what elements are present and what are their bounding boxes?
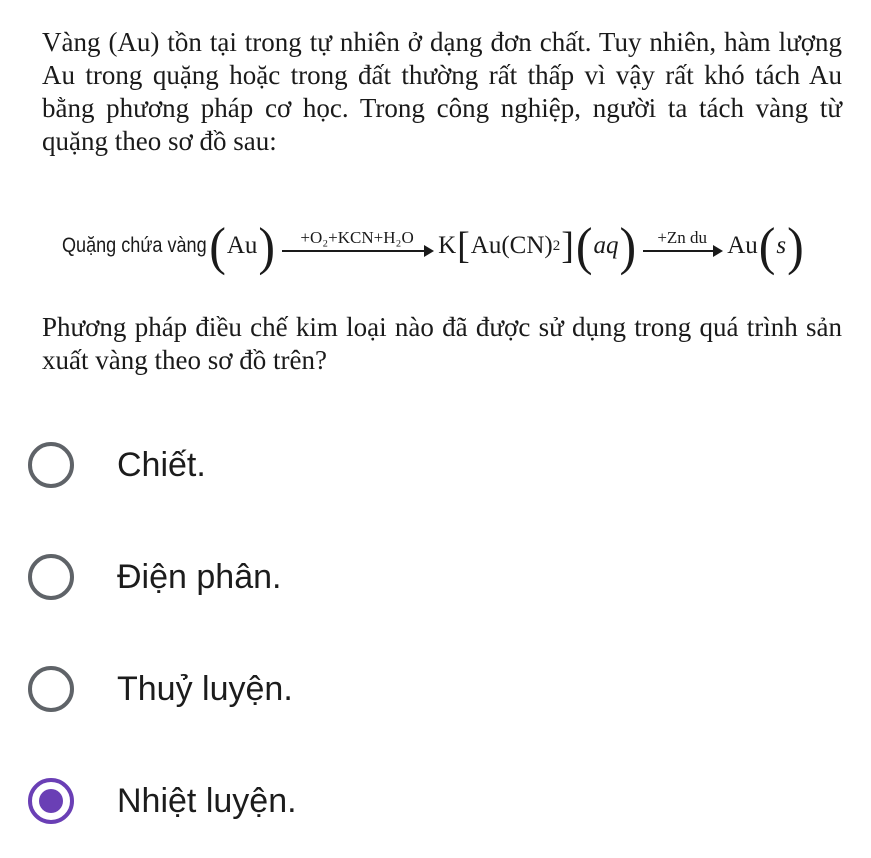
scheme-au-end: Au: [727, 232, 758, 259]
arrow-2-line: [643, 250, 721, 252]
radio-icon[interactable]: [28, 442, 74, 488]
radio-icon[interactable]: [28, 554, 74, 600]
radio-icon[interactable]: [28, 666, 74, 712]
bracket-open: [: [457, 225, 470, 267]
option-3[interactable]: [28, 659, 828, 719]
paren-close: ): [258, 216, 276, 276]
option-1[interactable]: [28, 435, 828, 495]
arrow-2-label: +Zn du: [657, 227, 708, 247]
paren-close-s: ): [787, 216, 804, 276]
scheme-complex-sub: 2: [552, 237, 561, 254]
question-image: [0, 0, 871, 395]
arrow-2: [643, 229, 721, 252]
option-2[interactable]: [28, 547, 828, 607]
scheme-complex: Au(CN): [470, 232, 553, 259]
paren-open: (: [209, 216, 226, 276]
scheme-k: K: [438, 232, 457, 259]
option-4[interactable]: [28, 771, 828, 831]
bracket-close: ]: [561, 225, 574, 267]
question-paragraph-1: Vàng (Au) tồn tại trong tự nhiên ở dạng đơn chất. Tuy nhiên, hàm lượng Au trong quặng hoặc trong đất thường rất thấp vì vậy rất khó tách Au bằng phương pháp cơ học. Trong công nghiệp, người ta tách vàng từ quặng theo sơ đồ sau:: [42, 27, 842, 156]
arrow-1-line: [282, 250, 432, 252]
option-label: Điện phân.: [117, 557, 282, 596]
option-label: Nhiệt luyện.: [117, 781, 297, 820]
scheme-au-start: Au: [226, 232, 258, 259]
paren-open-aq: (: [575, 216, 593, 276]
scheme-s: s: [776, 232, 787, 259]
option-label: Thuỷ luyện.: [117, 669, 293, 708]
radio-checked-icon[interactable]: [28, 778, 74, 824]
paren-open-s: (: [758, 216, 776, 276]
paren-close-aq: ): [619, 216, 637, 276]
arrow-1: [282, 229, 432, 252]
option-label: Chiết.: [117, 445, 206, 484]
question-paragraph-2: Phương pháp điều chế kim loại nào đã được sử dụng trong quá trình sản xuất vàng theo sơ đồ trên?: [42, 312, 842, 375]
scheme-aq: aq: [593, 232, 619, 259]
reaction-scheme: [62, 216, 862, 276]
scheme-lead: Quặng chứa vàng: [62, 234, 207, 257]
arrow-1-label: +O₂+KCN+H₂O: [300, 227, 414, 247]
